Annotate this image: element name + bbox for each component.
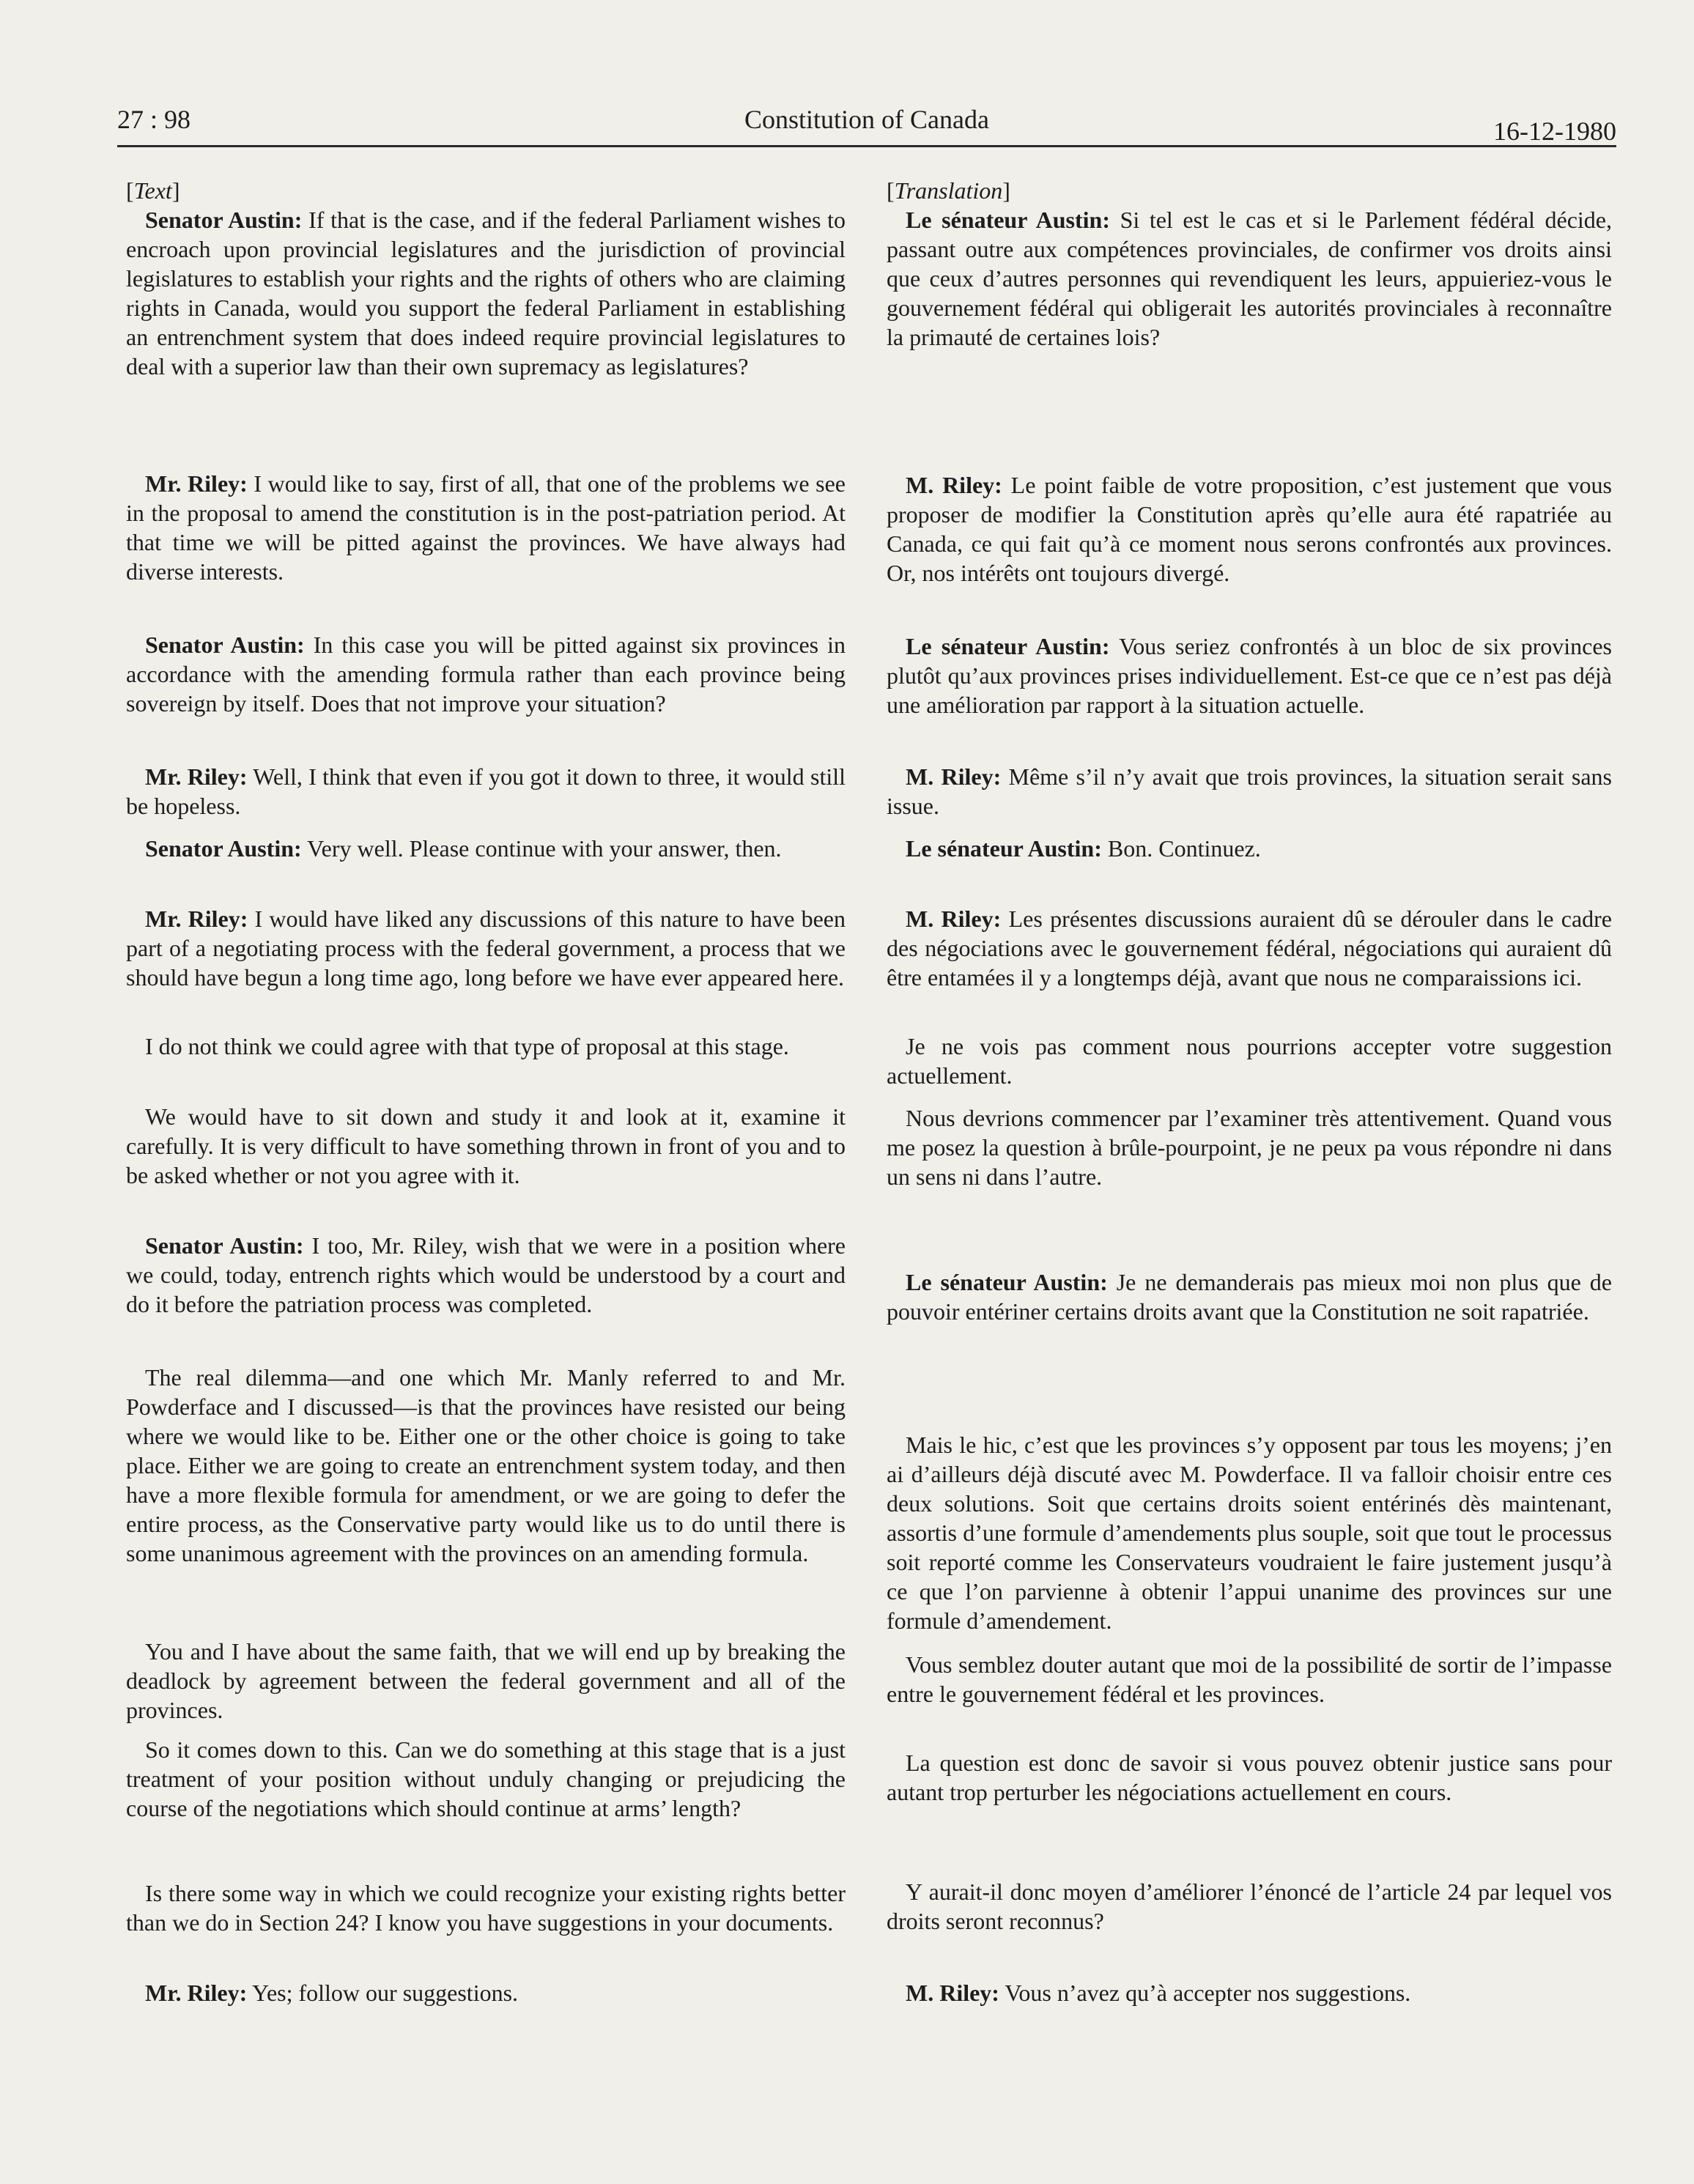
speaker-name: Mr. Riley: bbox=[145, 906, 248, 932]
paragraph bbox=[126, 1363, 846, 1568]
paragraph-text: Yes; follow our suggestions. bbox=[247, 1980, 519, 2006]
paragraph bbox=[126, 1978, 846, 2007]
page-header bbox=[117, 101, 1616, 147]
speaker-name: Senator Austin: bbox=[145, 1232, 304, 1259]
paragraph bbox=[887, 205, 1612, 352]
paragraph-text: Si tel est le cas et si le Parlement fédéral décide, passant outre aux compétences provinciales, de confirmer vos droits ainsi que ceux d’autres personnes qui revendiquent les leurs, appuieriez-vous le gouvernement fédéral qui obligerait les autorités provinciales à reconnaître la primauté de certaines lois? bbox=[887, 207, 1613, 350]
paragraph-text: I would have liked any discussions of this nature to have been part of a negotiating process with the federal government, a process that we should have begun a long time ago, long before we have ever appeared here. bbox=[126, 906, 846, 991]
paragraph-text: I do not think we could agree with that type of proposal at this stage. bbox=[145, 1033, 789, 1059]
speaker-name: M. Riley: bbox=[906, 906, 1002, 932]
paragraph bbox=[126, 1032, 846, 1061]
paragraph bbox=[126, 834, 846, 863]
paragraph bbox=[126, 630, 846, 718]
paragraph-text: Je ne vois pas comment nous pourrions accepter votre suggestion actuellement. bbox=[887, 1033, 1612, 1089]
paragraph bbox=[887, 1748, 1612, 1807]
paragraph bbox=[126, 1102, 846, 1190]
paragraph bbox=[887, 834, 1612, 863]
paragraph-text: Vous n’avez qu’à accepter nos suggestions. bbox=[999, 1980, 1411, 2006]
translation-marker: [Translation] bbox=[887, 177, 1010, 204]
speaker-name: M. Riley: bbox=[906, 472, 1002, 498]
paragraph-text: Je ne demanderais pas mieux moi non plus que de pouvoir entériner certains droits avant que la Constitution ne soit rapatriée. bbox=[887, 1269, 1613, 1325]
paragraph-text: You and I have about the same faith, that we will end up by breaking the deadlock by agreement between the federal government and all of the provinces. bbox=[126, 1638, 846, 1723]
paragraph bbox=[126, 205, 846, 381]
paragraph bbox=[126, 1735, 846, 1823]
speaker-name: Le sénateur Austin: bbox=[906, 207, 1111, 233]
paragraph bbox=[887, 762, 1612, 821]
paragraph-text: Very well. Please continue with your answer, then. bbox=[301, 835, 782, 862]
speaker-name: Senator Austin: bbox=[145, 835, 302, 862]
speaker-name: Mr. Riley: bbox=[145, 763, 248, 790]
paragraph-text: I too, Mr. Riley, wish that we were in a position where we could, today, entrench rights which would be understood by a court and do it before the patriation process was completed. bbox=[126, 1232, 846, 1317]
paragraph bbox=[887, 470, 1612, 588]
text-marker: [Text] bbox=[126, 177, 180, 204]
speaker-name: Mr. Riley: bbox=[145, 470, 248, 497]
paragraph-text: Les présentes discussions auraient dû se dérouler dans le cadre des négociations avec le gouvernement fédéral, négociations qui auraient dû être entamées il y a longtemps déjà, avant que nous ne comparaissions ici. bbox=[887, 906, 1613, 991]
speaker-name: Senator Austin: bbox=[145, 207, 303, 233]
speaker-name: Le sénateur Austin: bbox=[906, 633, 1110, 659]
speaker-name: Le sénateur Austin: bbox=[906, 835, 1102, 862]
paragraph bbox=[887, 1978, 1612, 2007]
paragraph-text: La question est donc de savoir si vous pouvez obtenir justice sans pour autant trop perturber les négociations actuellement en cours. bbox=[887, 1750, 1612, 1805]
paragraph-text: The real dilemma—and one which Mr. Manly referred to and Mr. Powderface and I discussed—is that the provinces have resisted our being where we would like to be. Either one or the other choice is going to take place. Either we are going to create an entrenchment system today, and then have a more flexible formula for amendment, or we are going to defer the entire process, as the Conservative party would like us to do until there is some unanimous agreement with the provinces on an amending formula. bbox=[126, 1364, 846, 1566]
paragraph bbox=[887, 1103, 1612, 1191]
paragraph-text: In this case you will be pitted against six provinces in accordance with the amending formula rather than each province being sovereign by itself. Does that not improve your situation? bbox=[126, 632, 846, 717]
paragraph bbox=[126, 1231, 846, 1319]
paragraph-text: Le point faible de votre proposition, c’est justement que vous proposer de modifier la Constitution après qu’elle aura été rapatriée au Canada, ce qui fait qu’à ce moment nous serons confrontés aux provinces. Or, nos intérêts ont toujours divergé. bbox=[887, 472, 1612, 586]
paragraph bbox=[887, 1430, 1612, 1635]
paragraph bbox=[887, 1650, 1612, 1709]
paragraph bbox=[887, 1877, 1612, 1936]
paragraph-text: Nous devrions commencer par l’examiner très attentivement. Quand vous me posez la question à brûle-pourpoint, je ne peux pa vous répondre ni dans un sens ni dans l’autre. bbox=[887, 1105, 1612, 1190]
speaker-name: Le sénateur Austin: bbox=[906, 1269, 1108, 1295]
paragraph-text: If that is the case, and if the federal Parliament wishes to encroach upon provincial legislatures and the jurisdiction of provincial legislatures to establish your rights and the rights of others who are claiming rights in Canada, would you support the federal Parliament in establishing an entrenchment system that does indeed require provincial legislatures to deal with a superior law than their own supremacy as legislatures? bbox=[126, 207, 846, 380]
paragraph bbox=[126, 1637, 846, 1725]
page-number: 27 : 98 bbox=[117, 105, 191, 134]
paragraph-text: So it comes down to this. Can we do something at this stage that is a just treatment of your position without unduly changing or prejudicing the course of the negotiations which should continue at arms’ length? bbox=[126, 1736, 846, 1821]
paragraph-text: Mais le hic, c’est que les provinces s’y opposent par tous les moyens; j’en ai d’ailleurs déjà discuté avec M. Powderface. Il va falloir choisir entre ces deux solutions. Soit que certains droits soient entérinés dès maintenant, assortis d’une formule d’amendements plus souple, soit que tout le processus soit reporté comme les Conservateurs voudraient le faire justement jusqu’à ce que l’on parvienne à obtenir l’appui unanime des provinces sur une formule d’amendement. bbox=[887, 1432, 1612, 1634]
paragraph bbox=[887, 1267, 1612, 1326]
paragraph-text: I would like to say, first of all, that one of the problems we see in the proposal to amend the constitution is in the post-patriation period. At that time we will be pitted against the provinces. We have always had diverse interests. bbox=[126, 470, 846, 585]
paragraph-text: Y aurait-il donc moyen d’améliorer l’énoncé de l’article 24 par lequel vos droits seront reconnus? bbox=[887, 1878, 1612, 1934]
paragraph-text: Bon. Continuez. bbox=[1101, 835, 1261, 862]
paragraph bbox=[887, 904, 1612, 992]
text-marker-label: Text bbox=[133, 177, 172, 204]
speaker-name: Mr. Riley: bbox=[145, 1980, 248, 2006]
paragraph-text: Vous semblez douter autant que moi de la possibilité de sortir de l’impasse entre le gouvernement fédéral et les provinces. bbox=[887, 1651, 1612, 1707]
paragraph-text: Well, I think that even if you got it down to three, it would still be hopeless. bbox=[126, 763, 846, 819]
paragraph bbox=[887, 1032, 1612, 1090]
paragraph bbox=[126, 1878, 846, 1937]
paragraph-text: Même s’il n’y avait que trois provinces, la situation serait sans issue. bbox=[887, 763, 1613, 819]
speaker-name: Senator Austin: bbox=[145, 632, 305, 658]
paragraph-text: We would have to sit down and study it and look at it, examine it carefully. It is very difficult to have something thrown in front of you and to be asked whether or not you agree with it. bbox=[126, 1103, 846, 1188]
paragraph-text: Is there some way in which we could recognize your existing rights better than we do in Section 24? I know you have suggestions in your documents. bbox=[126, 1880, 846, 1936]
page-date: 16-12-1980 bbox=[1493, 116, 1616, 146]
paragraph bbox=[126, 469, 846, 586]
paragraph-text: Vous seriez confrontés à un bloc de six provinces plutôt qu’aux provinces prises individuellement. Est-ce que ce n’est pas déjà une amélioration par rapport à la situation actuelle. bbox=[887, 633, 1613, 718]
speaker-name: M. Riley: bbox=[906, 1980, 999, 2006]
page-title: Constitution of Canada bbox=[744, 105, 989, 134]
paragraph bbox=[126, 904, 846, 992]
paragraph bbox=[126, 762, 846, 821]
paragraph bbox=[887, 632, 1612, 719]
translation-marker-label: Translation bbox=[894, 177, 1003, 204]
speaker-name: M. Riley: bbox=[906, 763, 1002, 790]
